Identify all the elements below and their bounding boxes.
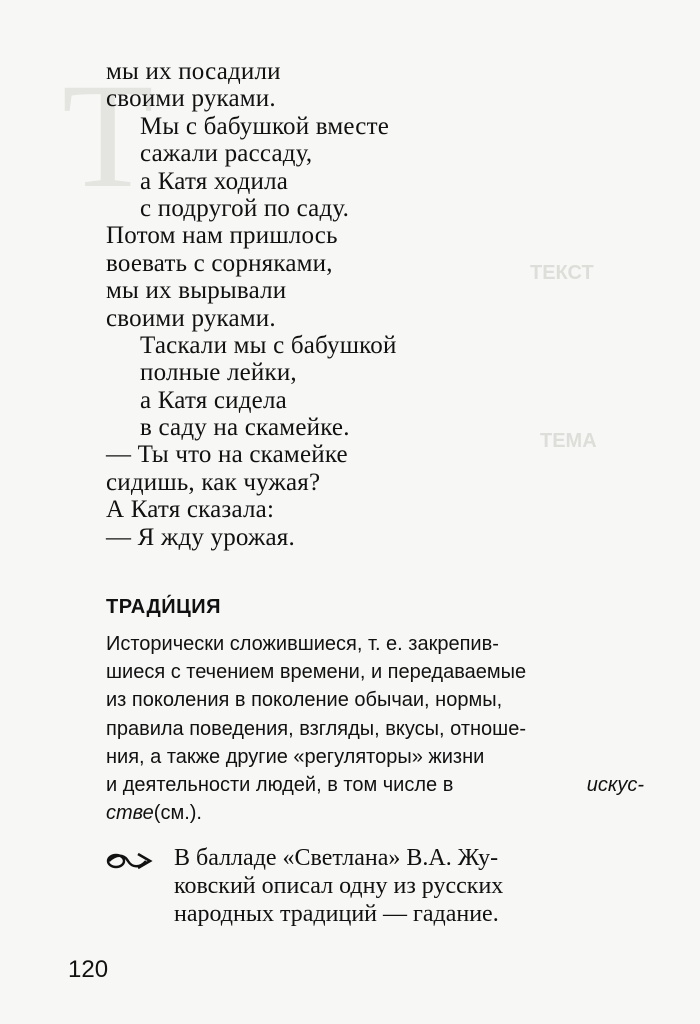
- poem-line: своими руками.: [106, 304, 276, 332]
- poem-line: в саду на скамейке.: [140, 414, 350, 442]
- poem-line: А Катя сказала:: [106, 496, 275, 524]
- page-number: 120: [68, 956, 109, 983]
- poem-line: Таскали мы с бабушкой: [140, 331, 397, 359]
- example-arrow-icon: [106, 850, 158, 872]
- poem-line: воевать с сорняками,: [106, 249, 333, 277]
- definition-italic: искус-: [586, 774, 644, 797]
- poem-line: Мы с бабушкой вместе: [140, 112, 389, 140]
- term-title: ТРАДИ́ЦИЯ: [106, 596, 221, 618]
- poem-excerpt: [106, 58, 666, 551]
- term-definition: [106, 630, 644, 827]
- poem-line: сидишь, как чужая?: [106, 468, 321, 496]
- example-line: народных традиций — гадание.: [174, 901, 499, 927]
- example-note: [106, 844, 646, 928]
- poem-line: — Я жду урожая.: [106, 523, 295, 551]
- definition-line: Исторически сложившиеся, т. е. закрепив-: [106, 633, 499, 655]
- bleed-through-letter: Т: [62, 53, 154, 219]
- example-line: ковский описал одну из русских: [174, 873, 504, 899]
- definition-line: шиеся с течением времени, и передаваемые: [106, 661, 527, 684]
- definition-line: из поколения в поколение обычаи, нормы,: [106, 689, 503, 712]
- example-text: [174, 844, 646, 928]
- poem-line: мы их посадили: [106, 58, 281, 85]
- poem-line: мы их вырывали: [106, 277, 287, 305]
- poem-line: сажали рассаду,: [140, 140, 313, 168]
- poem-line: а Катя сидела: [140, 386, 287, 414]
- poem-line: полные лейки,: [140, 359, 297, 387]
- definition-line: ния, а также другие «регуляторы» жизни: [106, 745, 485, 768]
- bleed-through-heading-2: ТЕМА: [540, 430, 597, 452]
- poem-line: а Катя ходила: [140, 167, 289, 195]
- poem-line: Потом нам пришлось: [106, 222, 338, 250]
- poem-line: своими руками.: [106, 85, 276, 113]
- definition-line: стве (см.).: [106, 799, 644, 827]
- poem-line: с подругой по саду.: [140, 194, 350, 222]
- definition-italic-end: стве: [106, 802, 154, 825]
- definition-line: правила поведения, взгляды, вкусы, отноше-: [106, 717, 526, 740]
- definition-line: и деятельности людей, в том числе в искус-: [106, 771, 644, 799]
- glossary-entry: [106, 594, 646, 827]
- poem-line: — Ты что на скамейке: [106, 441, 348, 469]
- example-line: В балладе «Светлана» В.А. Жу-: [174, 845, 499, 871]
- bleed-through-heading: ТЕКСТ: [530, 262, 594, 284]
